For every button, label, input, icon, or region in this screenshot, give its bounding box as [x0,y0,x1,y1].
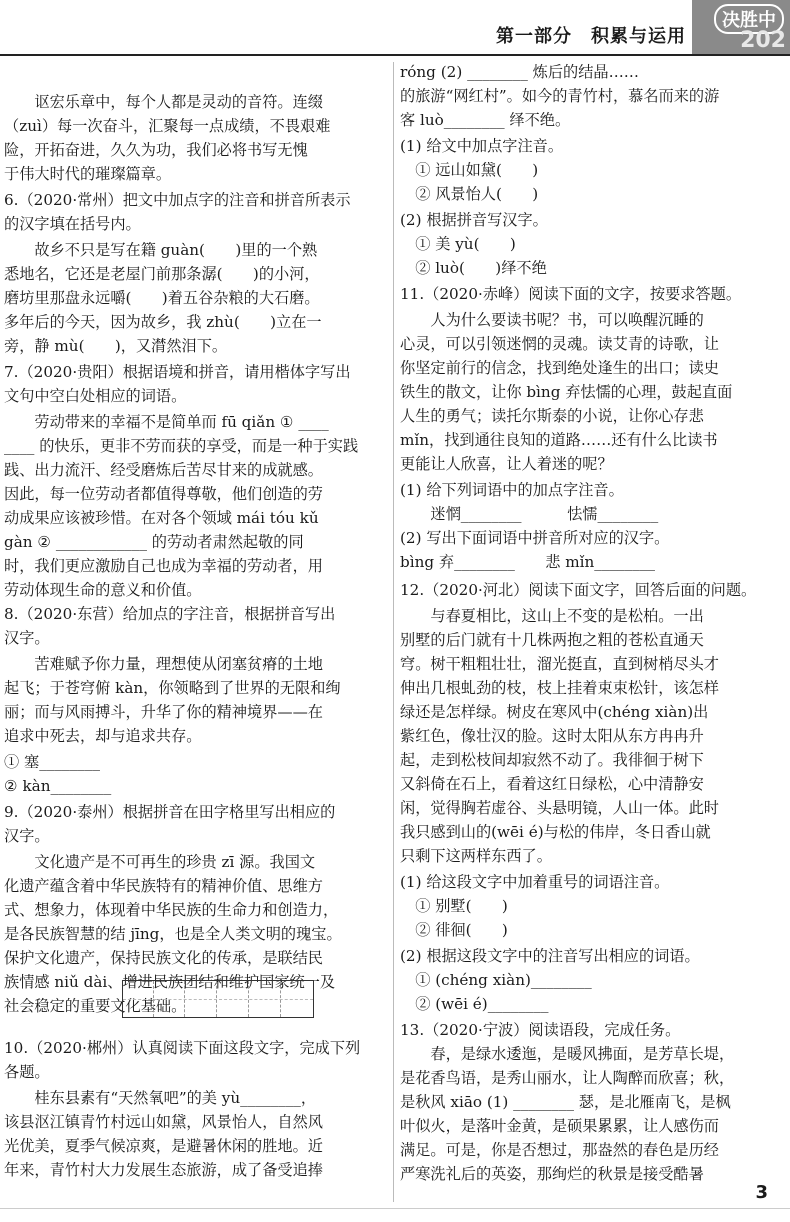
corner-badge [692,0,790,54]
right-line: 是花香鸟语，是秀山丽水，让人陶醉而欣喜；秋， [400,1069,735,1087]
tianzige-grid[interactable] [122,980,314,1018]
left-line: 各题。 [4,1063,50,1081]
grid-midline [123,999,313,1000]
left-line: 化遗产蕴含着中华民族特有的精神价值、思维方 [4,877,323,895]
right-line: 心灵，可以引领迷惘的灵魂。读艾青的诗歌，让 [400,335,719,353]
right-line: 叶似火，是落叶金黄，是硕果累累，让人感伤而 [400,1117,719,1135]
footer-rule [0,1208,790,1209]
left-line: 故乡不只是写在籍 guàn( )里的一个熟 [4,241,318,259]
left-line: 苦难赋予你力量，理想使从闭塞贫瘠的土地 [4,655,323,673]
left-line: 起飞；于苍穹俯 kàn，你领略到了世界的无限和绚 [4,679,341,697]
right-line: 12.（2020·河北）阅读下面文字，回答后面的问题。 [400,581,757,599]
left-line: 是各民族智慧的结 jīng，也是全人类文明的瑰宝。 [4,925,342,943]
left-line: 社会稳定的重要文化基础。 [4,997,187,1015]
right-line: mǐn，找到通往良知的道路……还有什么比读书 [400,431,718,449]
left-line: gàn ② ____________ 的劳动者肃然起敬的同 [4,533,304,551]
right-line: ② luò( )绎不绝 [400,259,547,277]
left-line: 多年后的今天，因为故乡，我 zhù( )立在一 [4,313,322,331]
left-line: ① 塞________ [4,753,100,771]
right-line: 人生的勇气；读托尔斯泰的小说，让你心存悲 [400,407,704,425]
left-line: 践、出力流汗、经受磨炼后苦尽甘来的成就感。 [4,461,323,479]
right-line: 13.（2020·宁波）阅读语段，完成任务。 [400,1021,681,1039]
left-line: 于伟大时代的璀璨篇章。 [4,165,172,183]
right-line: ② 徘徊( ) [400,921,508,939]
right-line: ① (chéng xiàn)________ [400,971,592,989]
left-line: 时，我们更应激励自己也成为幸福的劳动者，用 [4,557,323,575]
left-line: 旁，静 mù( )，又潸然泪下。 [4,337,228,355]
right-line: 紫红色，像壮汉的脸。这时太阳从东方冉冉升 [400,727,704,745]
left-line: 该县沤江镇青竹村远山如黛，风景怡人，自然风 [4,1113,323,1131]
right-line: ② 风景怡人( ) [400,185,539,203]
right-line: (1) 给下列词语中的加点字注音。 [400,481,624,499]
left-line: 因此，每一位劳动者都值得尊敬，他们创造的劳 [4,485,323,503]
right-line: 起，走到松枝间却寂然不动了。我徘徊于树下 [400,751,704,769]
left-line: （zuì）每一次奋斗，汇聚每一点成绩，不畏艰难 [4,117,331,135]
left-line: 劳动带来的幸福不是简单而 fū qiǎn ① ____ [4,413,329,431]
section-title: 第一部分 积累与运用 [496,26,686,47]
left-line: 汉字。 [4,827,50,845]
right-line: (2) 写出下面词语中拼音所对应的汉字。 [400,529,670,547]
left-line: 险，开拓奋进，久久为功，我们必将书写无愧 [4,141,308,159]
left-line: 动成果应该被珍惜。在对各个领域 mái tóu kǔ [4,509,319,527]
right-line: 满足。可是，你是否想过，那盎然的春色是历经 [400,1141,719,1159]
right-line: (1) 给文中加点字注音。 [400,137,564,155]
left-line: 光优美，夏季气候凉爽，是避暑休闲的胜地。近 [4,1137,323,1155]
right-line: róng (2) ________ 炼后的结晶…… [400,63,639,81]
page-number: 3 [755,1182,768,1203]
right-line: 与春夏相比，这山上不变的是松柏。一出 [400,607,704,625]
right-line: 只剩下这两样东西了。 [400,847,552,865]
right-line: (2) 根据拼音写汉字。 [400,211,548,229]
right-line: 你坚定前行的信念，找到绝处逢生的出口；读史 [400,359,719,377]
badge-text-top: 决胜中 [714,4,784,34]
right-line: 别墅的后门就有十几株两抱之粗的苍松直通天 [400,631,704,649]
right-line: ② (wēi é)________ [400,995,549,1013]
page-header [0,0,790,56]
header-rule [0,54,790,56]
right-line: 更能让人欣喜，让人着迷的呢？ [400,455,613,473]
left-line: 讴宏乐章中，每个人都是灵动的音符。连缀 [4,93,323,111]
left-line: 6.（2020·常州）把文中加点字的注音和拼音所表示 [4,191,351,209]
right-line: (2) 根据这段文字中的注音写出相应的词语。 [400,947,700,965]
left-line: ____ 的快乐，更非不劳而获的享受，而是一种于实践 [4,437,359,455]
right-line: 迷惘________ 怯懦________ [400,505,659,523]
left-line: 文化遗产是不可再生的珍贵 zī 源。我国文 [4,853,316,871]
left-line: 汉字。 [4,629,50,647]
right-line: 人为什么要读书呢？书，可以唤醒沉睡的 [400,311,704,329]
right-line: 闲，觉得胸若虚谷、头悬明镜，人山一体。此时 [400,799,719,817]
right-line: ① 远山如黛( ) [400,161,539,179]
right-line: 铁生的散文，让你 bìng 弃怯懦的心理，鼓起直面 [400,383,733,401]
right-line: 春，是绿水逶迤，是暖风拂面，是芳草长堤， [400,1045,735,1063]
left-line: 追求中死去，却与追求共存。 [4,727,202,745]
right-line: ① 别墅( ) [400,897,508,915]
left-line: 文句中空白处相应的词语。 [4,387,187,405]
left-line: 的汉字填在括号内。 [4,215,141,233]
left-line: 7.（2020·贵阳）根据语境和拼音，请用楷体字写出 [4,363,351,381]
left-line: 丽；而与风雨搏斗，升华了你的精神境界——在 [4,703,323,721]
left-line: 保护文化遗产，保持民族文化的传承，是联结民 [4,949,323,967]
left-line: 桂东县素有“天然氧吧”的美 yù________， [4,1089,317,1107]
right-line: 严寒洗礼后的英姿，那绚烂的秋景是接受酷暑 [400,1165,704,1183]
right-line: 伸出几根虬劲的枝，枝上挂着束束松针，该怎样 [400,679,719,697]
right-line: bìng 弃________ 悲 mǐn________ [400,553,656,571]
right-line: 又斜倚在石上，看着这红日绿松，心中清静安 [400,775,704,793]
right-line: 穹。树干粗粗壮壮，溜光挺直，直到树梢尽头才 [400,655,719,673]
left-line: 年来，青竹村大力发展生态旅游，成了备受追捧 [4,1161,323,1179]
left-line: ② kàn________ [4,777,112,795]
right-line: ① 美 yù( ) [400,235,516,253]
right-line: 的旅游“网红村”。如今的青竹村，慕名而来的游 [400,87,720,105]
left-line: 8.（2020·东营）给加点的字注音，根据拼音写出 [4,605,336,623]
column-divider [393,62,394,1202]
right-line: 客 luò________ 绎不绝。 [400,111,571,129]
left-line: 式、想象力，体现着中华民族的生命力和创造力， [4,901,339,919]
right-line: 11.（2020·赤峰）阅读下面的文字，按要求答题。 [400,285,742,303]
right-line: 我只感到山的(wēi é)与松的伟岸，冬日香山就 [400,823,711,841]
left-line: 劳动体现生命的意义和价值。 [4,581,202,599]
left-line: 9.（2020·泰州）根据拼音在田字格里写出相应的 [4,803,336,821]
left-line: 磨坊里那盘永远嚼( )着五谷杂粮的大石磨。 [4,289,320,307]
left-line: 悉地名，它还是老屋门前那条潺( )的小河， [4,265,320,283]
right-line: 是秋风 xiāo (1) ________ 瑟，是北雁南飞，是枫 [400,1093,731,1111]
left-line: 族情感 niǔ dài、增进民族团结和维护国家统一及 [4,973,336,991]
right-line: (1) 给这段文字中加着重号的词语注音。 [400,873,670,891]
right-line: 绿还是怎样绿。树皮在寒风中(chéng xiàn)出 [400,703,709,721]
badge-text-year: 202 [740,28,786,53]
left-line: 10.（2020·郴州）认真阅读下面这段文字，完成下列 [4,1039,361,1057]
